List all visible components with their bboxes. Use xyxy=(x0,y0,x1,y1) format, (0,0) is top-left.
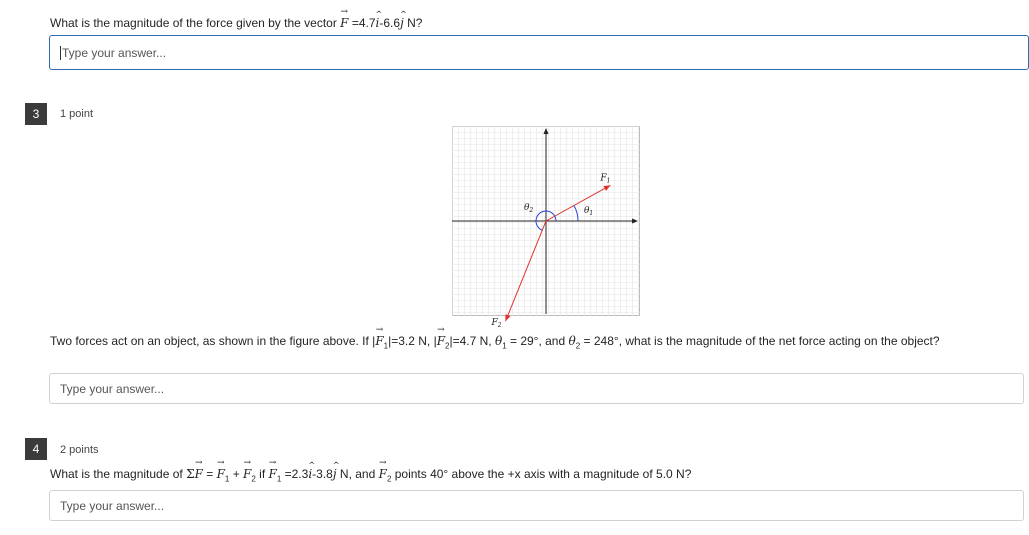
label-theta2: $\theta_2$ xyxy=(524,203,534,214)
question-3-points: 1 point xyxy=(60,108,94,120)
question-3-text: Two forces act on an object, as shown in the figure above. If |→ $F_1|=3.2$ N, |→ $F_2|=4.7$ N, $\theta_1 = 29^\circ$, and $\theta_2 = 248^\circ$, what is the magnitude of the net force acting on the object? xyxy=(50,334,940,350)
label-theta1: $\theta_1$ xyxy=(584,206,594,217)
question-2-text: What is the magnitude of the force given by the vector → F =4.7^ i-6.6^ j N? xyxy=(50,16,422,30)
question-3-answer-input[interactable] xyxy=(49,373,1024,404)
question-4-points: 2 points xyxy=(60,444,99,456)
label-f1: $F_1$ xyxy=(600,173,611,185)
question-3-number-badge: 3 xyxy=(25,103,47,125)
question-4-number-badge: 4 xyxy=(25,438,47,460)
force-diagram-svg xyxy=(452,126,640,330)
question-4-answer-input[interactable] xyxy=(49,490,1024,521)
label-f2: $F_2$ xyxy=(491,318,502,330)
question-4-text: What is the magnitude of Σ→ F = → $F_1$ + → $F_2$ if → $F_1$ =2.3^ i-3.8^ j N, and → $F_2$ points 40° above the +x axis with a magnitude of 5.0 N? xyxy=(50,467,691,483)
question-2-answer-input[interactable] xyxy=(49,35,1029,70)
answer-placeholder: Type your answer... xyxy=(60,381,165,396)
answer-placeholder: Type your answer... xyxy=(60,498,165,513)
answer-placeholder: Type your answer... xyxy=(62,45,167,60)
force-diagram xyxy=(452,126,640,330)
text-caret xyxy=(60,46,61,60)
